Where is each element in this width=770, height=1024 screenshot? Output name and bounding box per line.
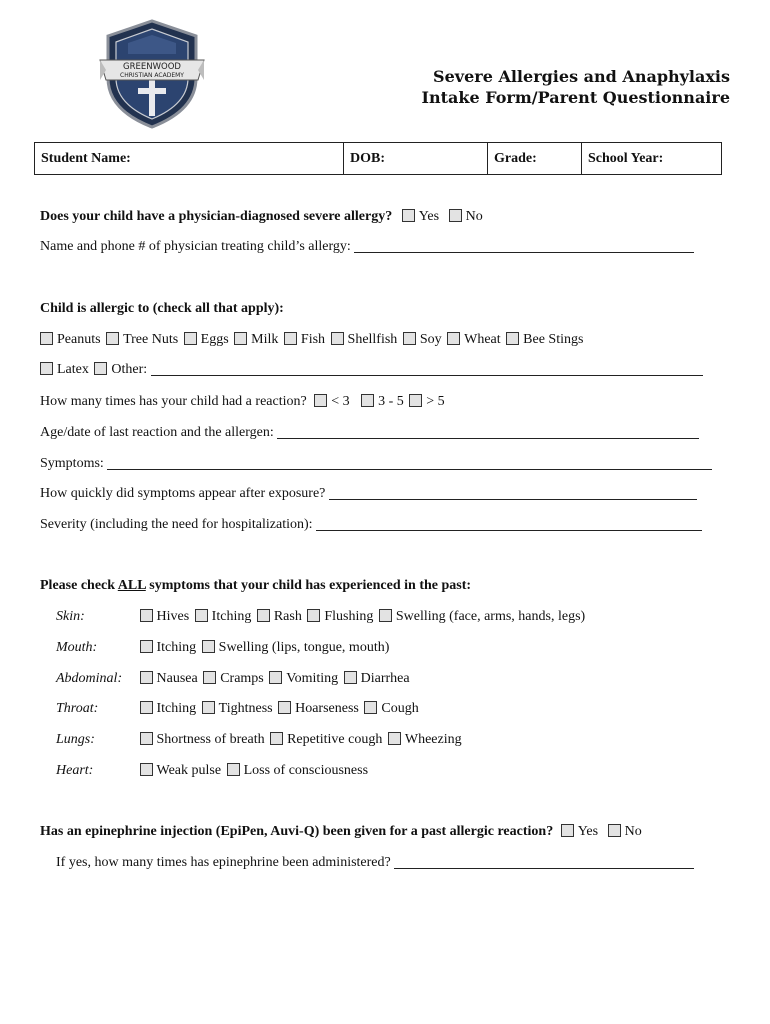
last-reaction-input-line[interactable] — [277, 424, 699, 439]
last-reaction-label: Age/date of last reaction and the allergen: — [40, 425, 274, 440]
symptom-checkbox[interactable] — [257, 609, 270, 622]
physician-label: Name and phone # of physician treating child’s allergy: — [40, 239, 351, 254]
symptom-label: Flushing — [324, 609, 374, 624]
epinephrine-yes-label: Yes — [577, 824, 599, 839]
form-title-line1: Severe Allergies and Anaphylaxis — [433, 67, 730, 86]
allergen-label: Peanuts — [57, 332, 101, 347]
symptom-label: Itching — [156, 701, 197, 716]
last-reaction-row — [40, 424, 699, 442]
latex-label: Latex — [57, 362, 89, 377]
allergen-options-row — [40, 331, 583, 349]
symptom-checkbox[interactable] — [140, 701, 153, 714]
symptom-group-label: Throat: — [56, 701, 99, 716]
symptom-checkbox[interactable] — [195, 609, 208, 622]
symptom-checkbox[interactable] — [270, 732, 283, 745]
symptom-checkbox[interactable] — [364, 701, 377, 714]
allergen-checkbox[interactable] — [447, 332, 460, 345]
all-emphasis: ALL — [117, 578, 146, 593]
allergen-checkbox[interactable] — [284, 332, 297, 345]
symptom-label: Cough — [381, 701, 419, 716]
epinephrine-yes-checkbox[interactable] — [561, 824, 574, 837]
onset-label: How quickly did symptoms appear after exposure? — [40, 486, 326, 501]
allergen-checkbox[interactable] — [184, 332, 197, 345]
diagnosed-yes-label: Yes — [418, 209, 440, 224]
epinephrine-count-input-line[interactable] — [394, 854, 694, 869]
epinephrine-question — [40, 823, 642, 841]
other-label: Other: — [111, 362, 148, 377]
symptoms-input-line[interactable] — [107, 455, 712, 470]
lungs-symptoms-row — [56, 731, 462, 749]
allergen-checkbox[interactable] — [40, 332, 53, 345]
student-info-table — [34, 142, 722, 175]
symptom-checkbox[interactable] — [202, 701, 215, 714]
physician-input-line[interactable] — [354, 238, 694, 253]
allergen-label: Bee Stings — [523, 332, 584, 347]
epinephrine-no-checkbox[interactable] — [608, 824, 621, 837]
symptom-group-label: Abdominal: — [56, 671, 123, 686]
symptom-label: Loss of consciousness — [243, 763, 369, 778]
symptom-label: Hoarseness — [295, 701, 359, 716]
student-name-field[interactable]: Student Name: — [35, 143, 344, 175]
symptom-checkbox[interactable] — [344, 671, 357, 684]
symptom-group-label: Heart: — [56, 763, 94, 778]
school-logo — [98, 18, 206, 130]
severity-label: Severity (including the need for hospitalization): — [40, 517, 313, 532]
grade-field[interactable]: Grade: — [488, 143, 582, 175]
symptom-label: Vomiting — [286, 671, 339, 686]
symptom-label: Hives — [156, 609, 190, 624]
symptom-label: Cramps — [220, 671, 264, 686]
allergen-label: Fish — [300, 332, 326, 347]
symptom-group-label: Skin: — [56, 609, 85, 624]
logo-bottom-text: CHRISTIAN ACADEMY — [120, 72, 184, 79]
allergen-label: Shellfish — [347, 332, 398, 347]
diagnosed-question — [40, 208, 483, 226]
symptom-group-label: Mouth: — [56, 640, 98, 655]
symptom-label: Nausea — [156, 671, 198, 686]
reaction-count-option: > 5 — [426, 394, 445, 409]
reaction-count-row — [40, 393, 445, 411]
symptom-checkbox[interactable] — [307, 609, 320, 622]
symptom-label: Itching — [156, 640, 197, 655]
allergen-label: Wheat — [464, 332, 501, 347]
dob-field[interactable]: DOB: — [344, 143, 488, 175]
allergen-checkbox[interactable] — [331, 332, 344, 345]
symptom-checkbox[interactable] — [203, 671, 216, 684]
abdominal-symptoms-row — [56, 670, 410, 688]
onset-input-line[interactable] — [329, 485, 697, 500]
allergen-checkbox[interactable] — [506, 332, 519, 345]
symptom-checkbox[interactable] — [278, 701, 291, 714]
allergen-checkbox[interactable] — [403, 332, 416, 345]
allergen-checkbox[interactable] — [106, 332, 119, 345]
allergen-checkbox[interactable] — [234, 332, 247, 345]
onset-row — [40, 485, 697, 503]
physician-row — [40, 238, 694, 256]
epinephrine-count-row — [56, 854, 694, 872]
allergic-to-heading: Child is allergic to (check all that apply): — [40, 301, 284, 316]
symptom-checkbox[interactable] — [140, 763, 153, 776]
other-input-line[interactable] — [151, 361, 703, 376]
allergen-label: Soy — [419, 332, 442, 347]
epinephrine-no-label: No — [624, 824, 642, 839]
epinephrine-label: Has an epinephrine injection (EpiPen, Auvi-Q) been given for a past allergic reaction? — [40, 824, 554, 839]
allergen-other-row — [40, 361, 703, 379]
severity-row — [40, 516, 702, 534]
symptom-label: Itching — [211, 609, 252, 624]
form-title-line2: Intake Form/Parent Questionnaire — [421, 88, 730, 107]
skin-symptoms-row — [56, 608, 585, 626]
symptom-checkbox[interactable] — [379, 609, 392, 622]
symptom-checkbox[interactable] — [140, 609, 153, 622]
diagnosed-label: Does your child have a physician-diagnosed severe allergy? — [40, 209, 393, 224]
symptom-label: Rash — [273, 609, 302, 624]
symptom-checkbox[interactable] — [140, 640, 153, 653]
latex-checkbox[interactable] — [40, 362, 53, 375]
heart-symptoms-row — [56, 762, 368, 780]
symptoms-row — [40, 455, 712, 473]
diagnosed-no-label: No — [465, 209, 483, 224]
throat-symptoms-row — [56, 700, 419, 718]
allergen-label: Tree Nuts — [123, 332, 179, 347]
mouth-symptoms-row — [56, 639, 389, 657]
symptom-label: Swelling (face, arms, hands, legs) — [395, 609, 586, 624]
symptom-label: Weak pulse — [156, 763, 222, 778]
symptom-label: Shortness of breath — [156, 732, 265, 747]
symptom-checkbox[interactable] — [388, 732, 401, 745]
reaction-count-label: How many times has your child had a reaction? — [40, 394, 307, 409]
reaction-count-option: < 3 — [331, 394, 350, 409]
symptom-label: Swelling (lips, tongue, mouth) — [218, 640, 390, 655]
symptom-label: Tightness — [218, 701, 273, 716]
reaction-count-option: 3 - 5 — [378, 394, 404, 409]
diagnosed-no-checkbox[interactable] — [449, 209, 462, 222]
epinephrine-count-label: If yes, how many times has epinephrine been administered? — [56, 855, 391, 870]
severity-input-line[interactable] — [316, 516, 702, 531]
reaction-count-checkbox[interactable] — [361, 394, 374, 407]
allergen-label: Milk — [251, 332, 279, 347]
symptom-label: Wheezing — [404, 732, 462, 747]
reaction-count-checkbox[interactable] — [314, 394, 327, 407]
other-checkbox[interactable] — [94, 362, 107, 375]
reaction-count-checkbox[interactable] — [409, 394, 422, 407]
symptom-checkbox[interactable] — [140, 732, 153, 745]
symptom-label: Repetitive cough — [287, 732, 383, 747]
diagnosed-yes-checkbox[interactable] — [402, 209, 415, 222]
symptom-checkbox[interactable] — [269, 671, 282, 684]
symptom-checkbox[interactable] — [140, 671, 153, 684]
allergen-label: Eggs — [200, 332, 229, 347]
symptom-group-label: Lungs: — [56, 732, 95, 747]
logo-top-text: GREENWOOD — [123, 62, 181, 72]
symptoms-label: Symptoms: — [40, 456, 104, 471]
symptom-label: Diarrhea — [360, 671, 410, 686]
symptom-checkbox[interactable] — [202, 640, 215, 653]
symptom-checkbox[interactable] — [227, 763, 240, 776]
past-symptoms-heading: Please check ALL symptoms that your child has experienced in the past: — [40, 578, 472, 593]
school-year-field[interactable]: School Year: — [582, 143, 722, 175]
